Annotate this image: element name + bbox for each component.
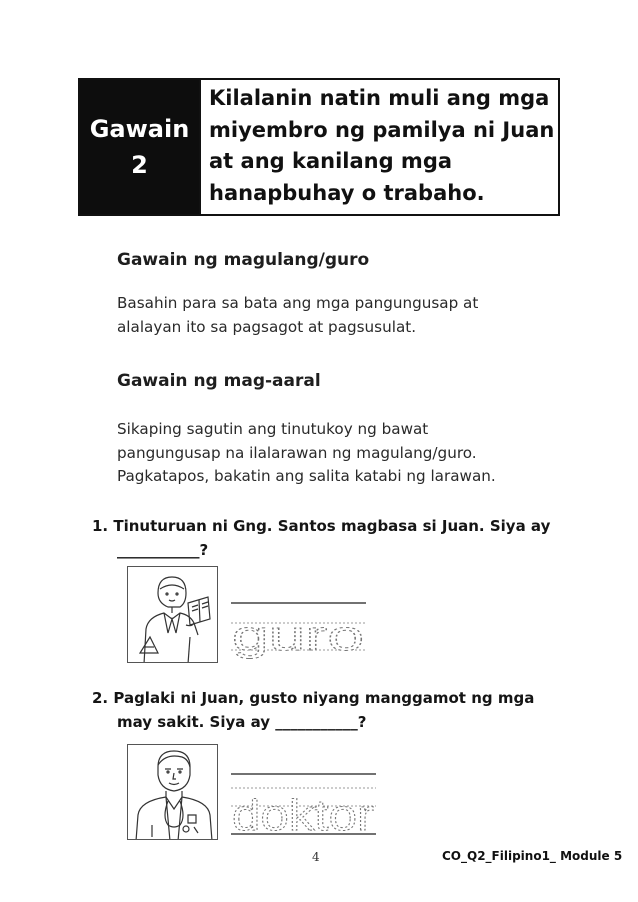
doctor-picture (127, 744, 218, 840)
question-blank: ___________? (117, 541, 209, 559)
instruction-line: at ang kanilang mga (209, 149, 453, 173)
question-text: 1. Tinuturuan ni Gng. Santos magbasa si Juan. Siya ay (92, 517, 551, 535)
question-text: 2. Paglaki ni Juan, gusto niyang manggamot ng mga (92, 689, 535, 707)
question-2 (92, 686, 534, 734)
page-number: 4 (312, 850, 320, 864)
module-code: CO_Q2_Filipino1_ Module 5 (442, 849, 623, 863)
trace-area-doktor (228, 768, 380, 840)
teacher-illustration-icon (128, 567, 218, 663)
paragraph-line: pangungusap na ilalarawan ng magulang/guro. (117, 443, 477, 462)
activity-number-label (80, 80, 199, 214)
paragraph-line: Sikaping sagutin ang tinutukoy ng bawat (117, 420, 429, 438)
student-section-heading: Gawain ng mag-aaral (117, 371, 321, 391)
paragraph-line: alalayan ito sa pagsagot at pagsusulat. (117, 317, 417, 336)
student-section-text (117, 418, 496, 489)
doctor-illustration-icon (128, 745, 218, 840)
trace-area-guro (228, 595, 370, 670)
trace-word: guro (232, 612, 364, 659)
activity-header-box (78, 78, 560, 216)
activity-instruction (199, 80, 558, 214)
trace-word: doktor (232, 791, 374, 840)
instruction-line: hanapbuhay o trabaho. (209, 180, 485, 205)
paragraph-line: Pagkatapos, bakatin ang salita katabi ng larawan. (117, 467, 496, 485)
activity-label-line2: 2 (131, 151, 148, 179)
instruction-line: Kilalanin natin muli ang mga (209, 86, 550, 110)
question-blank: may sakit. Siya ay ___________? (117, 713, 367, 731)
parent-section-heading: Gawain ng magulang/guro (117, 250, 370, 270)
instruction-line: miyembro ng pamilya ni Juan (209, 117, 555, 142)
paragraph-line: Basahin para sa bata ang mga pangungusap at (117, 294, 479, 312)
teacher-picture (127, 566, 218, 663)
parent-section-text (117, 292, 478, 339)
question-1 (92, 514, 550, 562)
activity-label-line1: Gawain (89, 115, 190, 143)
